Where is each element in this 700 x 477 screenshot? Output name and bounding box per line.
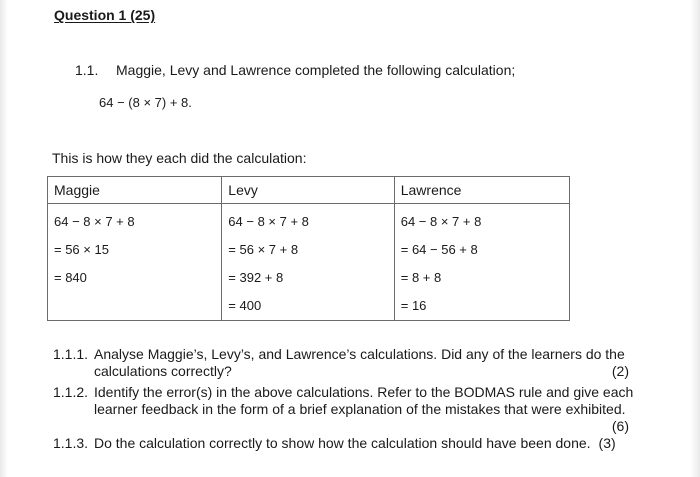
subquestion-1-1-2 bbox=[53, 384, 643, 435]
subquestion-text-line-1: Analyse Maggie’s, Levy’s, and Lawrence’s calculations. Did any of the learners do the bbox=[94, 346, 625, 362]
subquestion-marks: (6) bbox=[611, 418, 629, 434]
subquestion-list bbox=[53, 346, 643, 452]
table-intro-text: This is how they each did the calculation: bbox=[52, 150, 307, 166]
subquestion-marks: (2) bbox=[611, 363, 629, 379]
calculations-table bbox=[47, 176, 570, 321]
subquestion-text-line-1: Do the calculation correctly to show how the calculation should have been done. bbox=[94, 435, 591, 451]
subquestion-1-1-1 bbox=[53, 346, 643, 380]
page-edge-shadow-right bbox=[690, 0, 700, 477]
column-header-lawrence: Lawrence bbox=[394, 177, 569, 204]
lawrence-step-3: = 8 + 8 bbox=[400, 270, 442, 285]
page-edge-shadow-left bbox=[0, 0, 8, 477]
levy-step-2: = 56 × 7 + 8 bbox=[228, 242, 299, 257]
levy-step-3: = 392 + 8 bbox=[228, 270, 284, 285]
column-header-levy: Levy bbox=[222, 177, 394, 204]
lawrence-step-4: = 16 bbox=[400, 298, 427, 313]
subquestion-number: 1.1.1. bbox=[53, 346, 89, 362]
lawrence-step-1: 64 − 8 × 7 + 8 bbox=[400, 214, 482, 229]
question-text: Maggie, Levy and Lawrence completed the following calculation; bbox=[116, 62, 516, 78]
lawrence-step-2: = 64 − 56 + 8 bbox=[400, 242, 478, 257]
subquestion-number: 1.1.2. bbox=[53, 384, 89, 400]
calculation-expression: 64 − (8 × 7) + 8. bbox=[99, 95, 192, 110]
subquestion-text-line-2: learner feedback in the form of a brief explanation of the mistakes that were exhibited. bbox=[94, 401, 626, 417]
subquestion-marks: (3) bbox=[598, 435, 616, 451]
maggie-working-cell bbox=[48, 204, 222, 321]
subquestion-1-1-3 bbox=[53, 435, 643, 452]
subquestion-number: 1.1.3. bbox=[53, 435, 89, 451]
maggie-step-1: 64 − 8 × 7 + 8 bbox=[54, 214, 135, 229]
lawrence-working-cell bbox=[394, 204, 569, 321]
column-header-maggie: Maggie bbox=[48, 177, 222, 204]
levy-step-1: 64 − 8 × 7 + 8 bbox=[228, 214, 309, 229]
levy-step-4: = 400 bbox=[228, 298, 262, 313]
table-row bbox=[48, 204, 570, 321]
maggie-step-2: = 56 × 15 bbox=[54, 242, 109, 257]
maggie-step-3: = 840 bbox=[54, 270, 87, 285]
subquestion-text-line-1: Identify the error(s) in the above calculations. Refer to the BODMAS rule and give each bbox=[94, 384, 634, 400]
subquestion-text-line-2: calculations correctly? bbox=[94, 363, 232, 379]
table-header-row bbox=[48, 177, 570, 204]
levy-working-cell bbox=[222, 204, 394, 321]
question-number: 1.1. bbox=[75, 62, 99, 78]
question-heading: Question 1 (25) bbox=[54, 7, 156, 23]
